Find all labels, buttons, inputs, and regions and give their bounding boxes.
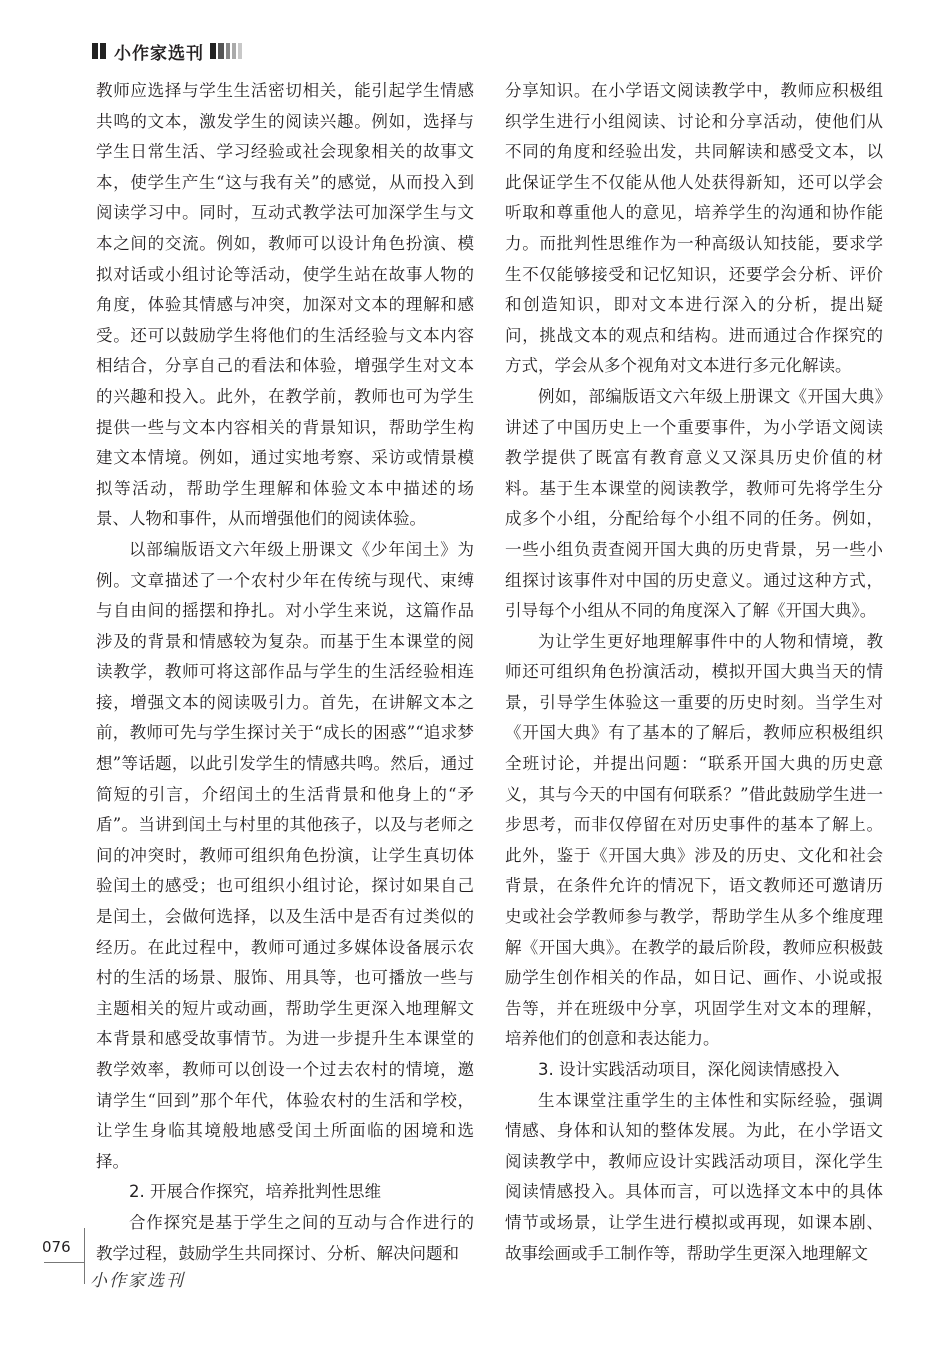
paragraph: 合作探究是基于学生之间的互动与合作进行的教学过程，鼓励学生共同探讨、分析、解决问题和	[96, 1212, 474, 1263]
paragraph: 教师应选择与学生生活密切相关，能引起学生情感共鸣的文本，激发学生的阅读兴趣。例如，选择与学生日常生活、学习经验或社会现象相关的故事文本，使学生产生“这与我有关”的感觉，从而投入到阅读学习中。同时，互动式教学法可加深学生与文本之间的交流。例如，教师可以设计角色扮演、模拟对话或小组讨论等活动，使学生站在故事人物的角度，体验其情感与冲突，加深对文本的理解和感受。还可以鼓励学生将他们的生活经验与文本内容相结合，分享自己的看法和体验，增强学生对文本的兴趣和投入。此外，在教学前，教师也可为学生提供一些与文本内容相关的背景知识，帮助学生构建文本情境。例如，通过实地考察、采访或情景模拟等活动，帮助学生理解和体验文本中描述的场景、人物和事件，从而增强他们的阅读体验。	[96, 81, 474, 529]
right-column	[505, 76, 883, 1269]
footer-logo: 小作家选刊	[90, 1271, 185, 1291]
header-bars-left	[92, 43, 108, 59]
header-bars-right	[210, 43, 244, 59]
left-column	[96, 76, 474, 1269]
footer-divider-horizontal	[44, 1262, 84, 1263]
running-header	[92, 40, 244, 62]
section-heading: 2. 开展合作探究，培养批判性思维	[129, 1182, 381, 1202]
journal-title: 小作家选刊	[114, 43, 204, 64]
footer-divider-vertical	[84, 1228, 85, 1284]
paragraph: 以部编版语文六年级上册课文《少年闰土》为例。文章描述了一个农村少年在传统与现代、束缚与自由间的摇摆和挣扎。对小学生来说，这篇作品涉及的背景和情感较为复杂。而基于生本课堂的阅读教学，教师可将这部作品与学生的生活经验相连接，增强文本的阅读吸引力。首先，在讲解文本之前，教师可先与学生探讨关于“成长的困惑”“追求梦想”等话题，以此引发学生的情感共鸣。然后，通过简短的引言，介绍闰土的生活背景和他身上的“矛盾”。当讲到闰土与村里的其他孩子，以及与老师之间的冲突时，教师可组织角色扮演，让学生真切体验闰土的感受；也可组织小组讨论，探讨如果自己是闰土，会做何选择，以及生活中是否有过类似的经历。在此过程中，教师可通过多媒体设备展示农村的生活的场景、服饰、用具等，也可播放一些与主题相关的短片或动画，帮助学生更深入地理解文本背景和感受故事情节。为进一步提升生本课堂的教学效率，教师可以创设一个过去农村的情境，邀请学生“回到”那个年代，体验农村的生活和学校，让学生身临其境般地感受闰土所面临的困境和选择。	[96, 539, 474, 1171]
section-heading: 3. 设计实践活动项目，深化阅读情感投入	[538, 1060, 840, 1079]
paragraph: 为让学生更好地理解事件中的人物和情境，教师还可组织角色扮演活动，模拟开国大典当天的情景，引导学生体验这一重要的历史时刻。当学生对《开国大典》有了基本的了解后，教师应积极组织全班讨论，并提出问题：“联系开国大典的历史意义，其与今天的中国有何联系？”借此鼓励学生进一步思考，而非仅停留在对历史事件的基本了解上。此外，鉴于《开国大典》涉及的历史、文化和社会背景，在条件允许的情况下，语文教师还可邀请历史或社会学教师参与教学，帮助学生从多个维度理解《开国大典》。在教学的最后阶段，教师应积极鼓励学生创作相关的作品，如日记、画作、小说或报告等，并在班级中分享，巩固学生对文本的理解，培养他们的创意和表达能力。	[505, 631, 883, 1049]
paragraph: 生本课堂注重学生的主体性和实际经验，强调情感、身体和认知的整体发展。为此，在小学语文阅读教学中，教师应设计实践活动项目，深化学生阅读情感投入。具体而言，可以选择文本中的具体情节或场景，让学生进行模拟或再现，如课本剧、故事绘画或手工制作等，帮助学生更深入地理解文	[505, 1090, 883, 1263]
paragraph: 分享知识。在小学语文阅读教学中，教师应积极组织学生进行小组阅读、讨论和分享活动，使他们从不同的角度和经验出发，共同解读和感受文本，以此保证学生不仅能从他人处获得新知，还可以学会听取和尊重他人的意见，培养学生的沟通和协作能力。而批判性思维作为一种高级认知技能，要求学生不仅能够接受和记忆知识，还要学会分析、评价和创造知识，即对文本进行深入的分析，提出疑问，挑战文本的观点和结构。进而通过合作探究的方式，学会从多个视角对文本进行多元化解读。	[505, 81, 883, 376]
page-number: 076	[42, 1238, 71, 1256]
paragraph: 例如，部编版语文六年级上册课文《开国大典》讲述了中国历史上一个重要事件，为小学语文阅读教学提供了既富有教育意义又深具历史价值的材料。基于生本课堂的阅读教学，教师可先将学生分成多个小组，分配给每个小组不同的任务。例如，一些小组负责查阅开国大典的历史背景，另一些小组探讨该事件对中国的历史意义。通过这种方式，引导每个小组从不同的角度深入了解《开国大典》。	[505, 386, 883, 621]
